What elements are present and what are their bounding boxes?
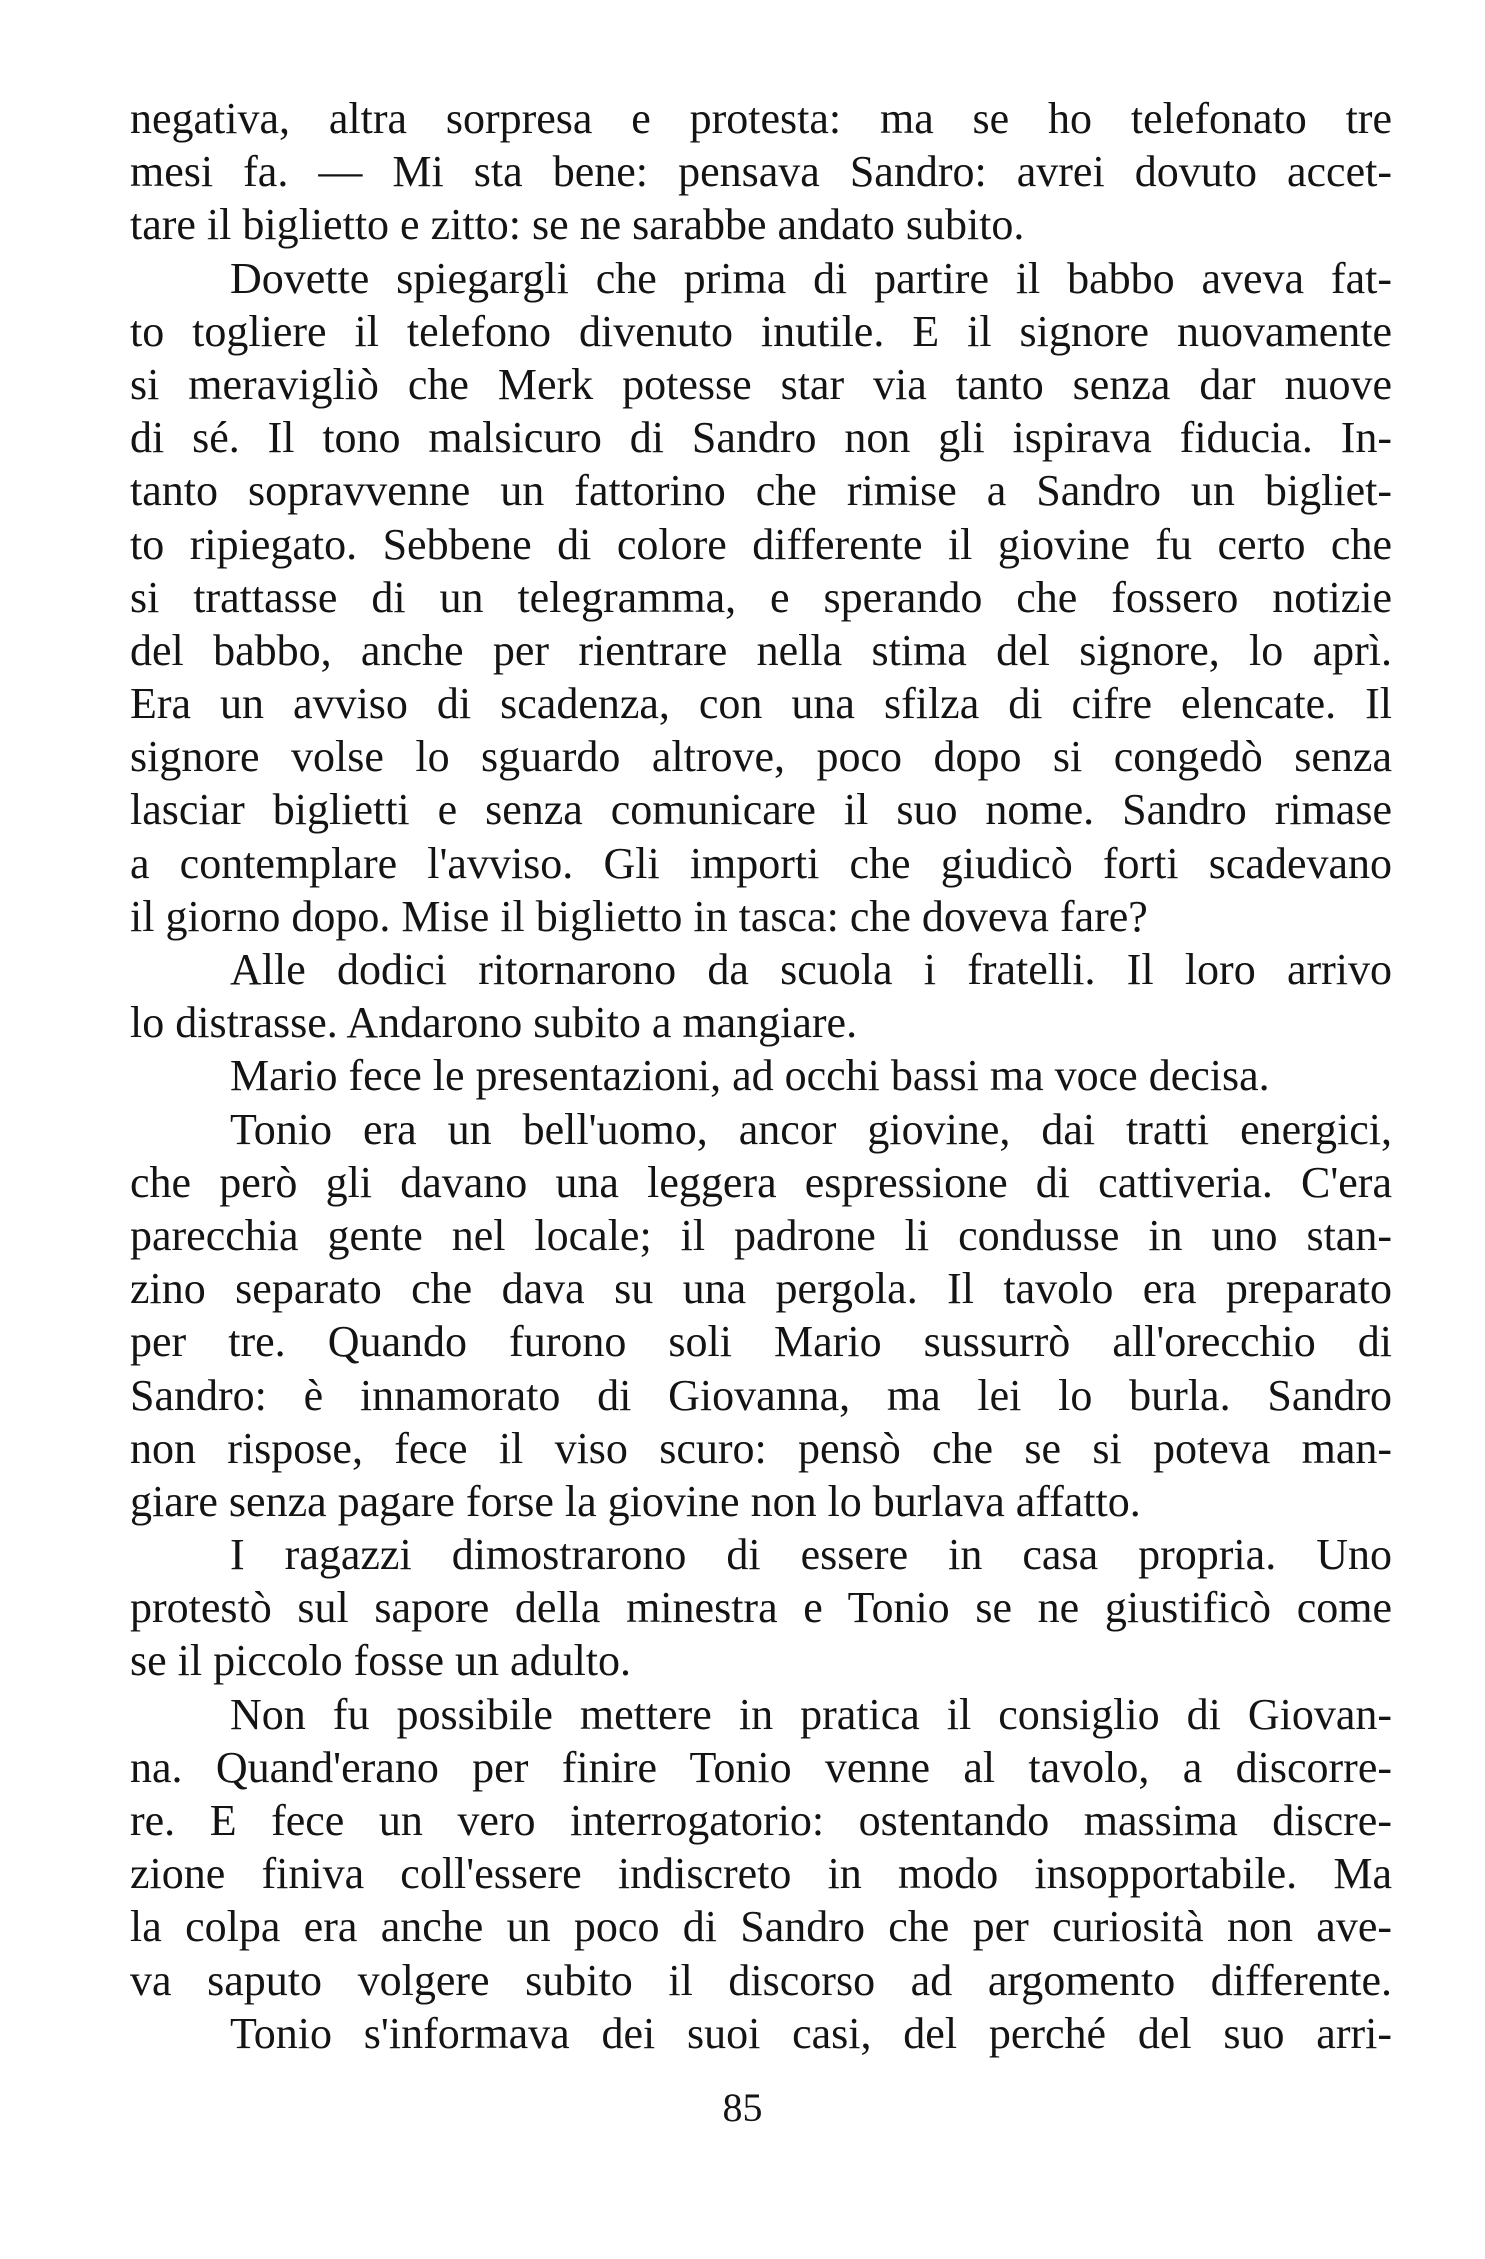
text-line: I ragazzi dimostrarono di essere in casa propria. Uno xyxy=(230,1530,1392,1580)
text-line: protestò sul sapore della minestra e Tonio se ne giustificò come xyxy=(130,1583,1392,1633)
text-line: to togliere il telefono divenuto inutile. E il signore nuovamente xyxy=(130,306,1392,356)
text-line: Non fu possibile mettere in pratica il consiglio di Giovan- xyxy=(230,1689,1392,1739)
text-line: re. E fece un vero interrogatorio: ostentando massima discre- xyxy=(130,1796,1392,1845)
text-line: tanto sopravvenne un fattorino che rimise a Sandro un bigliet- xyxy=(130,466,1392,516)
text-line: lo distrasse. Andarono subito a mangiare. xyxy=(130,998,858,1048)
text-line: zino separato che dava su una pergola. Il tavolo era preparato xyxy=(130,1264,1392,1314)
text-line: parecchia gente nel locale; il padrone li condusse in uno stan- xyxy=(130,1210,1392,1260)
text-line: Era un avviso di scadenza, con una sfilza di cifre elencate. Il xyxy=(130,679,1392,729)
text-line: mesi fa. — Mi sta bene: pensava Sandro: avrei dovuto accet- xyxy=(130,147,1392,197)
text-line: tare il biglietto e zitto: se ne sarabbe andato subito. xyxy=(130,200,1025,250)
text-line: Alle dodici ritornarono da scuola i fratelli. Il loro arrivo xyxy=(230,945,1392,994)
text-line: na. Quand'erano per finire Tonio venne al tavolo, a discorre- xyxy=(130,1742,1392,1792)
text-line: di sé. Il tono malsicuro di Sandro non gli ispirava fiducia. In- xyxy=(130,413,1392,463)
text-line: to ripiegato. Sebbene di colore differente il giovine fu certo che xyxy=(130,519,1392,569)
text-line: giare senza pagare forse la giovine non lo burlava affatto. xyxy=(130,1476,1141,1526)
text-line: la colpa era anche un poco di Sandro che per curiosità non ave- xyxy=(130,1902,1392,1952)
text-line: non rispose, fece il viso scuro: pensò che se si poteva man- xyxy=(130,1423,1392,1473)
text-line: negativa, altra sorpresa e protesta: ma se ho telefonato tre xyxy=(130,94,1392,143)
text-line: il giorno dopo. Mise il biglietto in tasca: che doveva fare? xyxy=(130,891,1148,941)
text-line: Dovette spiegargli che prima di partire il babbo aveva fat- xyxy=(230,253,1392,303)
text-line: se il piccolo fosse un adulto. xyxy=(130,1636,632,1686)
text-line: che però gli davano una leggera espressione di cattiveria. C'era xyxy=(130,1157,1392,1207)
text-line: Sandro: è innamorato di Giovanna, ma lei lo burla. Sandro xyxy=(130,1370,1392,1420)
text-line: signore volse lo sguardo altrove, poco dopo si congedò senza xyxy=(130,732,1392,782)
text-line: Tonio era un bell'uomo, ancor giovine, dai tratti energici, xyxy=(230,1104,1392,1154)
text-line: zione finiva coll'essere indiscreto in modo insopportabile. Ma xyxy=(130,1849,1392,1899)
text-line: del babbo, anche per rientrare nella stima del signore, lo aprì. xyxy=(130,625,1392,675)
text-line: va saputo volgere subito il discorso ad argomento differente. xyxy=(130,1955,1392,2005)
body-text xyxy=(130,92,1392,2060)
text-line: si trattasse di un telegramma, e sperando che fossero notizie xyxy=(130,572,1392,622)
page-number: 85 xyxy=(722,2085,763,2130)
text-line: Mario fece le presentazioni, ad occhi bassi ma voce decisa. xyxy=(230,1051,1270,1101)
text-line: per tre. Quando furono soli Mario sussurrò all'orecchio di xyxy=(130,1317,1392,1367)
text-line: a contemplare l'avviso. Gli importi che giudicò forti scadevano xyxy=(130,838,1392,888)
text-line: lasciar biglietti e senza comunicare il suo nome. Sandro rimase xyxy=(130,785,1392,835)
text-line: Tonio s'informava dei suoi casi, del perché del suo arri- xyxy=(230,2008,1392,2058)
text-line: si meravigliò che Merk potesse star via tanto senza dar nuove xyxy=(130,359,1392,409)
